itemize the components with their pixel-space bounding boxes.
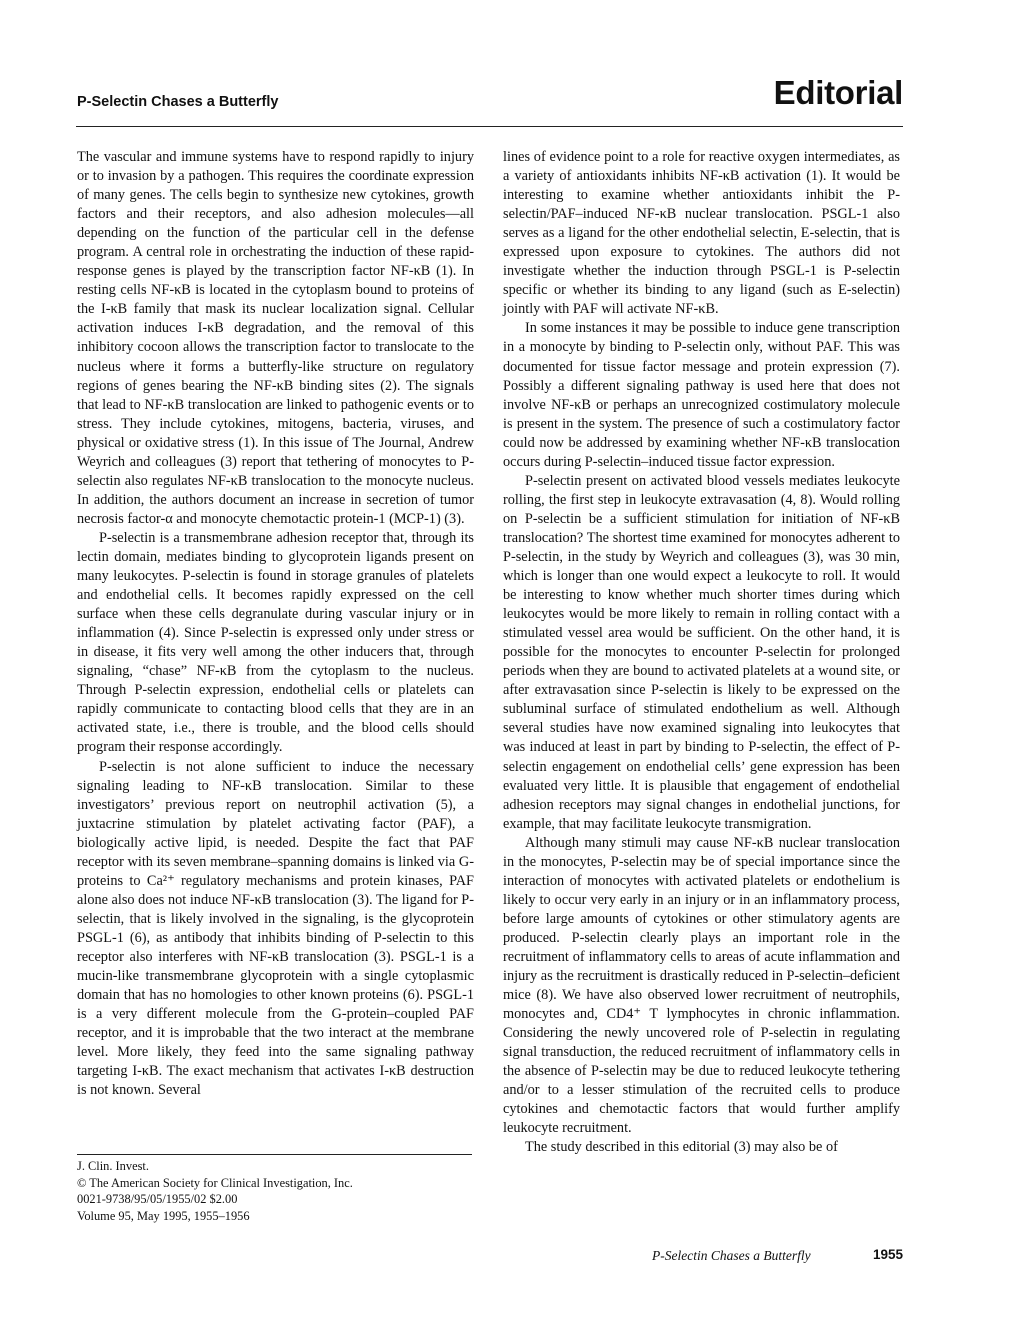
page-number: 1955 <box>873 1247 904 1262</box>
footnote-volume: Volume 95, May 1995, 1955–1956 <box>77 1208 250 1223</box>
paragraph: lines of evidence point to a role for reactive oxygen intermediates, as a variety of antioxidants inhibits NF-κB activation (1). It would be interesting to examine whether antioxidants inhibit the P-selectin/PAF–induced NF-κB nuclear translocation. PSGL-1 also serves as a ligand for the other endothelial selectin, E-selectin, that is expressed upon exposure to cytokines. The authors did not investigate whether the induction through PSGL-1 is P-selectin specific or whether its binding to any ligand (such as E-selectin) jointly with PAF will activate NF-κB. <box>503 149 900 318</box>
footnote-journal: J. Clin. Invest. <box>77 1159 149 1173</box>
left-column <box>77 148 474 1148</box>
running-title: P-Selectin Chases a Butterfly <box>77 94 279 110</box>
paragraph: In some instances it may be possible to induce gene transcription in a monocyte by binding to P-selectin only, without PAF. This was documented for tissue factor message and protein expression (7). Possibly a different signaling pathway is used here that does not involve NF-κB or perhaps an unrecognized costimulatory molecule is present in the system. The presence of such a costimulatory factor could now be addressed by examining whether NF-κB translocation occurs during P-selectin–induced tissue factor expression. <box>503 320 900 470</box>
paragraph: P-selectin is a transmembrane adhesion receptor that, through its lectin domain, mediates binding to glycoprotein ligands present on many leukocytes. P-selectin is found in storage granules of platelets and endothelial cells. It becomes rapidly expressed on the cell surface when these cells degranulate during vascular injury or in inflammation (4). Since P-selectin is expressed only under stress or in disease, it fits very well among the other inducers that, through signaling, “chase” NF-κB from the cytoplasm to the nucleus. Through P-selectin expression, endothelial cells or platelets can rapidly communicate to contacting blood cells that they are in an activated state, i.e., there is trouble, and the blood cells should program their response accordingly. <box>77 529 474 756</box>
paragraph: P-selectin is not alone sufficient to induce the necessary signaling leading to NF-κB translocation. Similar to these investigators’ previous report on neutrophil activation (5), a juxtacrine stimulation by platelet activating factor (PAF), a biologically active lipid, is needed. Despite the fact that PAF receptor with its seven membrane–spanning domains is linked via G-proteins to Ca²⁺ regulatory mechanisms and protein kinases, PAF alone also does not induce NF-κB translocation (3). The ligand for P-selectin, that is likely involved in the signaling, is the glycoprotein PSGL-1 (6), as antibody that inhibits binding of P-selectin to this receptor also interferes with NF-κB translocation (3). PSGL-1 is a mucin-like transmembrane glycoprotein with a single cytoplasmic domain that has no homologies to other known proteins (6). PSGL-1 is a very different molecule from the G-protein–coupled PAF receptor, and it is improbable that the two interact at the membrane level. More likely, they feed into the same signaling pathway targeting I-κB. The exact mechanism that activates I-κB destruction is not known. Several <box>77 758 474 1099</box>
header-rule <box>76 126 903 127</box>
footnote-copyright: © The American Society for Clinical Investigation, Inc. <box>77 1175 353 1190</box>
paragraph: P-selectin present on activated blood vessels mediates leukocyte rolling, the first step in leukocyte extravasation (4, 8). Would rolling on P-selectin be a sufficient stimulation for initiation of NF-κB translocation? The shortest time examined for monocytes adherent to P-selectin, in the study by Weyrich and colleagues (3), was 30 min, which is longer than one would expect a leukocyte to roll. It would be interesting to know whether much shorter times during which leukocytes would be more likely to remain in rolling contact with a stimulated vessel area would be sufficient. On the other hand, it is possible for the monocytes to encounter P-selectin for prolonged periods when they are bound to activated platelets at a wound site, or after extravasation since P-selectin is likely to be expressed on the subluminal surface of stimulated endothelium as well. Although several studies have now examined signaling into leukocytes that was induced at least in part by binding to P-selectin, the effect of P-selectin engagement on endothelial cells’ gene expression has been evaluated very little. It is plausible that engagement of endothelial adhesion receptors may signal changes in endothelial junctions, for example, that may facilitate leukocyte transmigration. <box>503 472 900 832</box>
paragraph: The study described in this editorial (3) may also be of <box>525 1139 838 1156</box>
paragraph: Although many stimuli may cause NF-κB nuclear translocation in the monocytes, P-selectin may be of special importance since the interaction of monocytes with activated platelets or endothelium is likely to occur very early in an injury or in an inflammatory process, before large amounts of cytokines or other stimulatory agents are produced. P-selectin clearly plays an important role in the recruitment of inflammatory cells to areas of acute inflammation and injury as the recruitment is drastically reduced in P-selectin–deficient mice (8). We have also observed lower recruitment of neutrophils, monocytes and, CD4⁺ T lymphocytes in chronic inflammation. Considering the newly uncovered role of P-selectin in regulating signal transduction, the reduced recruitment of inflammatory cells in the absence of P-selectin may be due to reduced leukocyte tethering and/or to a lesser stimulation of the recruited cells to produce cytokines and chemotactic factors that would further amplify leukocyte recruitment. <box>503 834 900 1137</box>
footnote-rule <box>77 1154 472 1155</box>
footnote-code: 0021-9738/95/05/1955/02 $2.00 <box>77 1192 238 1207</box>
right-column <box>503 148 900 1228</box>
footnote <box>77 1158 477 1224</box>
paragraph: The vascular and immune systems have to respond rapidly to injury or to invasion by a pathogen. This requires the coordinate expression of many genes. The cells begin to synthesize new cytokines, growth factors and their receptors, and also adhesion molecules—all depending on the function of the particular cell in the defense program. A central role in orchestrating the induction of these rapid-response genes is played by the transcription factor NF-κB (1). In resting cells NF-κB is located in the cytoplasm bound to proteins of the I-κB family that mask its nuclear localization signal. Cellular activation induces I-κB degradation, and the removal of this inhibitory cocoon allows the transcription factor to translocate to the nucleus where it forms a butterfly-like structure on regulatory regions of genes bearing the NF-κB binding sites (2). The signals that lead to NF-κB translocation are linked to pathogenic events or to stress. They include cytokines, mitogens, bacteria, viruses, and physical or oxidative stress (1). In this issue of The Journal, Andrew Weyrich and colleagues (3) report that tethering of monocytes to P-selectin also regulates NF-κB translocation to the monocyte nucleus. In addition, the authors document an increase in secretion of tumor necrosis factor-α and monocyte chemotactic protein-1 (MCP-1) (3). <box>77 149 474 527</box>
footer-title: P-Selectin Chases a Butterfly <box>652 1248 811 1263</box>
section-label: Editorial <box>773 74 903 111</box>
